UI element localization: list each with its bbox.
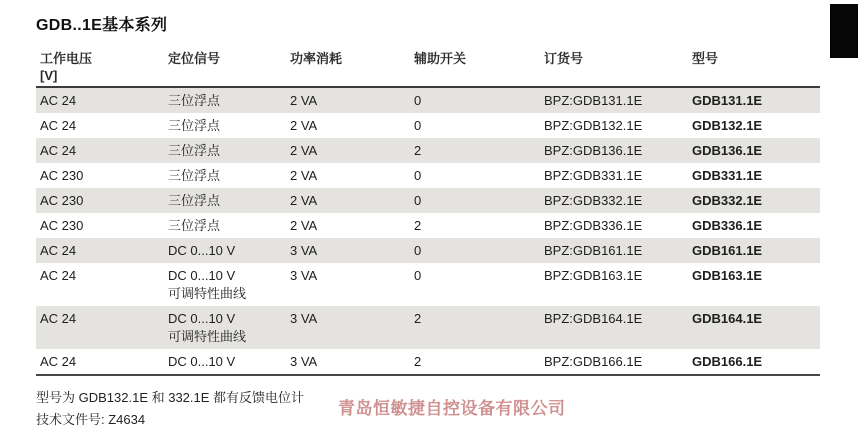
cell-aux-switch: 2 xyxy=(414,354,422,369)
table-row xyxy=(36,88,820,113)
cell-order-no: BPZ:GDB161.1E xyxy=(544,243,643,258)
cell-model: GDB131.1E xyxy=(692,93,763,108)
col-header-voltage xyxy=(36,50,164,84)
cell-signal: DC 0...10 V xyxy=(168,243,236,258)
cell-model: GDB331.1E xyxy=(692,168,763,183)
cell-order-no: BPZ:GDB136.1E xyxy=(544,143,643,158)
cell-signal: 三位浮点 xyxy=(168,143,221,158)
table-row xyxy=(36,263,820,306)
cell-order-no: BPZ:GDB336.1E xyxy=(544,218,643,233)
company-watermark: 青岛恒敏捷自控设备有限公司 xyxy=(338,399,566,418)
cell-power: 2 VA xyxy=(290,143,318,158)
table-row xyxy=(36,306,820,349)
col-header-voltage-label: 工作电压 xyxy=(40,51,93,66)
cell-signal: 三位浮点 xyxy=(168,168,221,183)
col-header-aux-switch: 辅助开关 xyxy=(414,51,467,66)
col-header-model: 型号 xyxy=(692,51,719,66)
table-row xyxy=(36,163,820,188)
cell-aux-switch: 0 xyxy=(414,118,422,133)
cell-signal: 三位浮点 xyxy=(168,93,221,108)
cell-signal: DC 0...10 V 可调特性曲线 xyxy=(164,267,286,303)
cell-voltage: AC 24 xyxy=(40,243,77,258)
cell-signal: DC 0...10 V 可调特性曲线 xyxy=(164,310,286,346)
cell-order-no: BPZ:GDB164.1E xyxy=(544,311,643,326)
cell-aux-switch: 0 xyxy=(414,243,422,258)
table-row xyxy=(36,188,820,213)
cell-power: 2 VA xyxy=(290,118,318,133)
cell-aux-switch: 0 xyxy=(414,168,422,183)
table-row xyxy=(36,238,820,263)
table-row xyxy=(36,138,820,163)
cell-aux-switch: 2 xyxy=(414,311,422,326)
cell-order-no: BPZ:GDB166.1E xyxy=(544,354,643,369)
cell-voltage: AC 24 xyxy=(40,268,77,283)
cell-power: 2 VA xyxy=(290,168,318,183)
footnote-doc-number: 技术文件号: Z4634 xyxy=(36,412,146,427)
cell-order-no: BPZ:GDB331.1E xyxy=(544,168,643,183)
cell-signal-note: 可调特性曲线 xyxy=(168,329,247,344)
col-header-power: 功率消耗 xyxy=(290,51,343,66)
cell-order-no: BPZ:GDB163.1E xyxy=(544,268,643,283)
cell-power: 2 VA xyxy=(290,218,318,233)
cell-order-no: BPZ:GDB132.1E xyxy=(544,118,643,133)
col-header-order-no: 订货号 xyxy=(544,51,584,66)
cell-model: GDB166.1E xyxy=(692,354,763,369)
table-row xyxy=(36,113,820,138)
cell-voltage: AC 24 xyxy=(40,311,77,326)
cell-voltage: AC 230 xyxy=(40,218,84,233)
cell-model: GDB163.1E xyxy=(692,268,763,283)
cell-signal-note: 可调特性曲线 xyxy=(168,286,247,301)
cell-aux-switch: 2 xyxy=(414,143,422,158)
cell-voltage: AC 24 xyxy=(40,354,77,369)
cell-power: 2 VA xyxy=(290,193,318,208)
col-header-voltage-unit: [V] xyxy=(40,68,58,83)
cell-model: GDB161.1E xyxy=(692,243,763,258)
cell-voltage: AC 24 xyxy=(40,143,77,158)
cell-power: 2 VA xyxy=(290,93,318,108)
cell-power: 3 VA xyxy=(290,268,318,283)
cell-model: GDB164.1E xyxy=(692,311,763,326)
cell-power: 3 VA xyxy=(290,354,318,369)
cell-power: 3 VA xyxy=(290,311,318,326)
cell-order-no: BPZ:GDB332.1E xyxy=(544,193,643,208)
cell-signal: 三位浮点 xyxy=(168,193,221,208)
footnotes xyxy=(36,387,304,431)
cell-model: GDB132.1E xyxy=(692,118,763,133)
scan-artifact-black-box xyxy=(830,4,858,58)
table-header xyxy=(36,50,820,88)
cell-voltage: AC 230 xyxy=(40,193,84,208)
cell-aux-switch: 0 xyxy=(414,93,422,108)
cell-signal: DC 0...10 V xyxy=(168,354,236,369)
cell-aux-switch: 2 xyxy=(414,218,422,233)
cell-voltage: AC 24 xyxy=(40,93,77,108)
cell-signal: 三位浮点 xyxy=(168,218,221,233)
col-header-signal: 定位信号 xyxy=(168,51,221,66)
page-title: GDB..1E基本系列 xyxy=(36,17,168,34)
footnote-feedback-pot: 型号为 GDB132.1E 和 332.1E 都有反馈电位计 xyxy=(36,390,305,405)
table-row xyxy=(36,213,820,238)
table-body xyxy=(36,88,820,376)
table-row xyxy=(36,349,820,374)
product-table xyxy=(36,50,820,376)
cell-order-no: BPZ:GDB131.1E xyxy=(544,93,643,108)
cell-model: GDB336.1E xyxy=(692,218,763,233)
cell-voltage: AC 24 xyxy=(40,118,77,133)
cell-model: GDB136.1E xyxy=(692,143,763,158)
cell-power: 3 VA xyxy=(290,243,318,258)
cell-aux-switch: 0 xyxy=(414,268,422,283)
cell-voltage: AC 230 xyxy=(40,168,84,183)
cell-model: GDB332.1E xyxy=(692,193,763,208)
cell-aux-switch: 0 xyxy=(414,193,422,208)
cell-signal: 三位浮点 xyxy=(168,118,221,133)
